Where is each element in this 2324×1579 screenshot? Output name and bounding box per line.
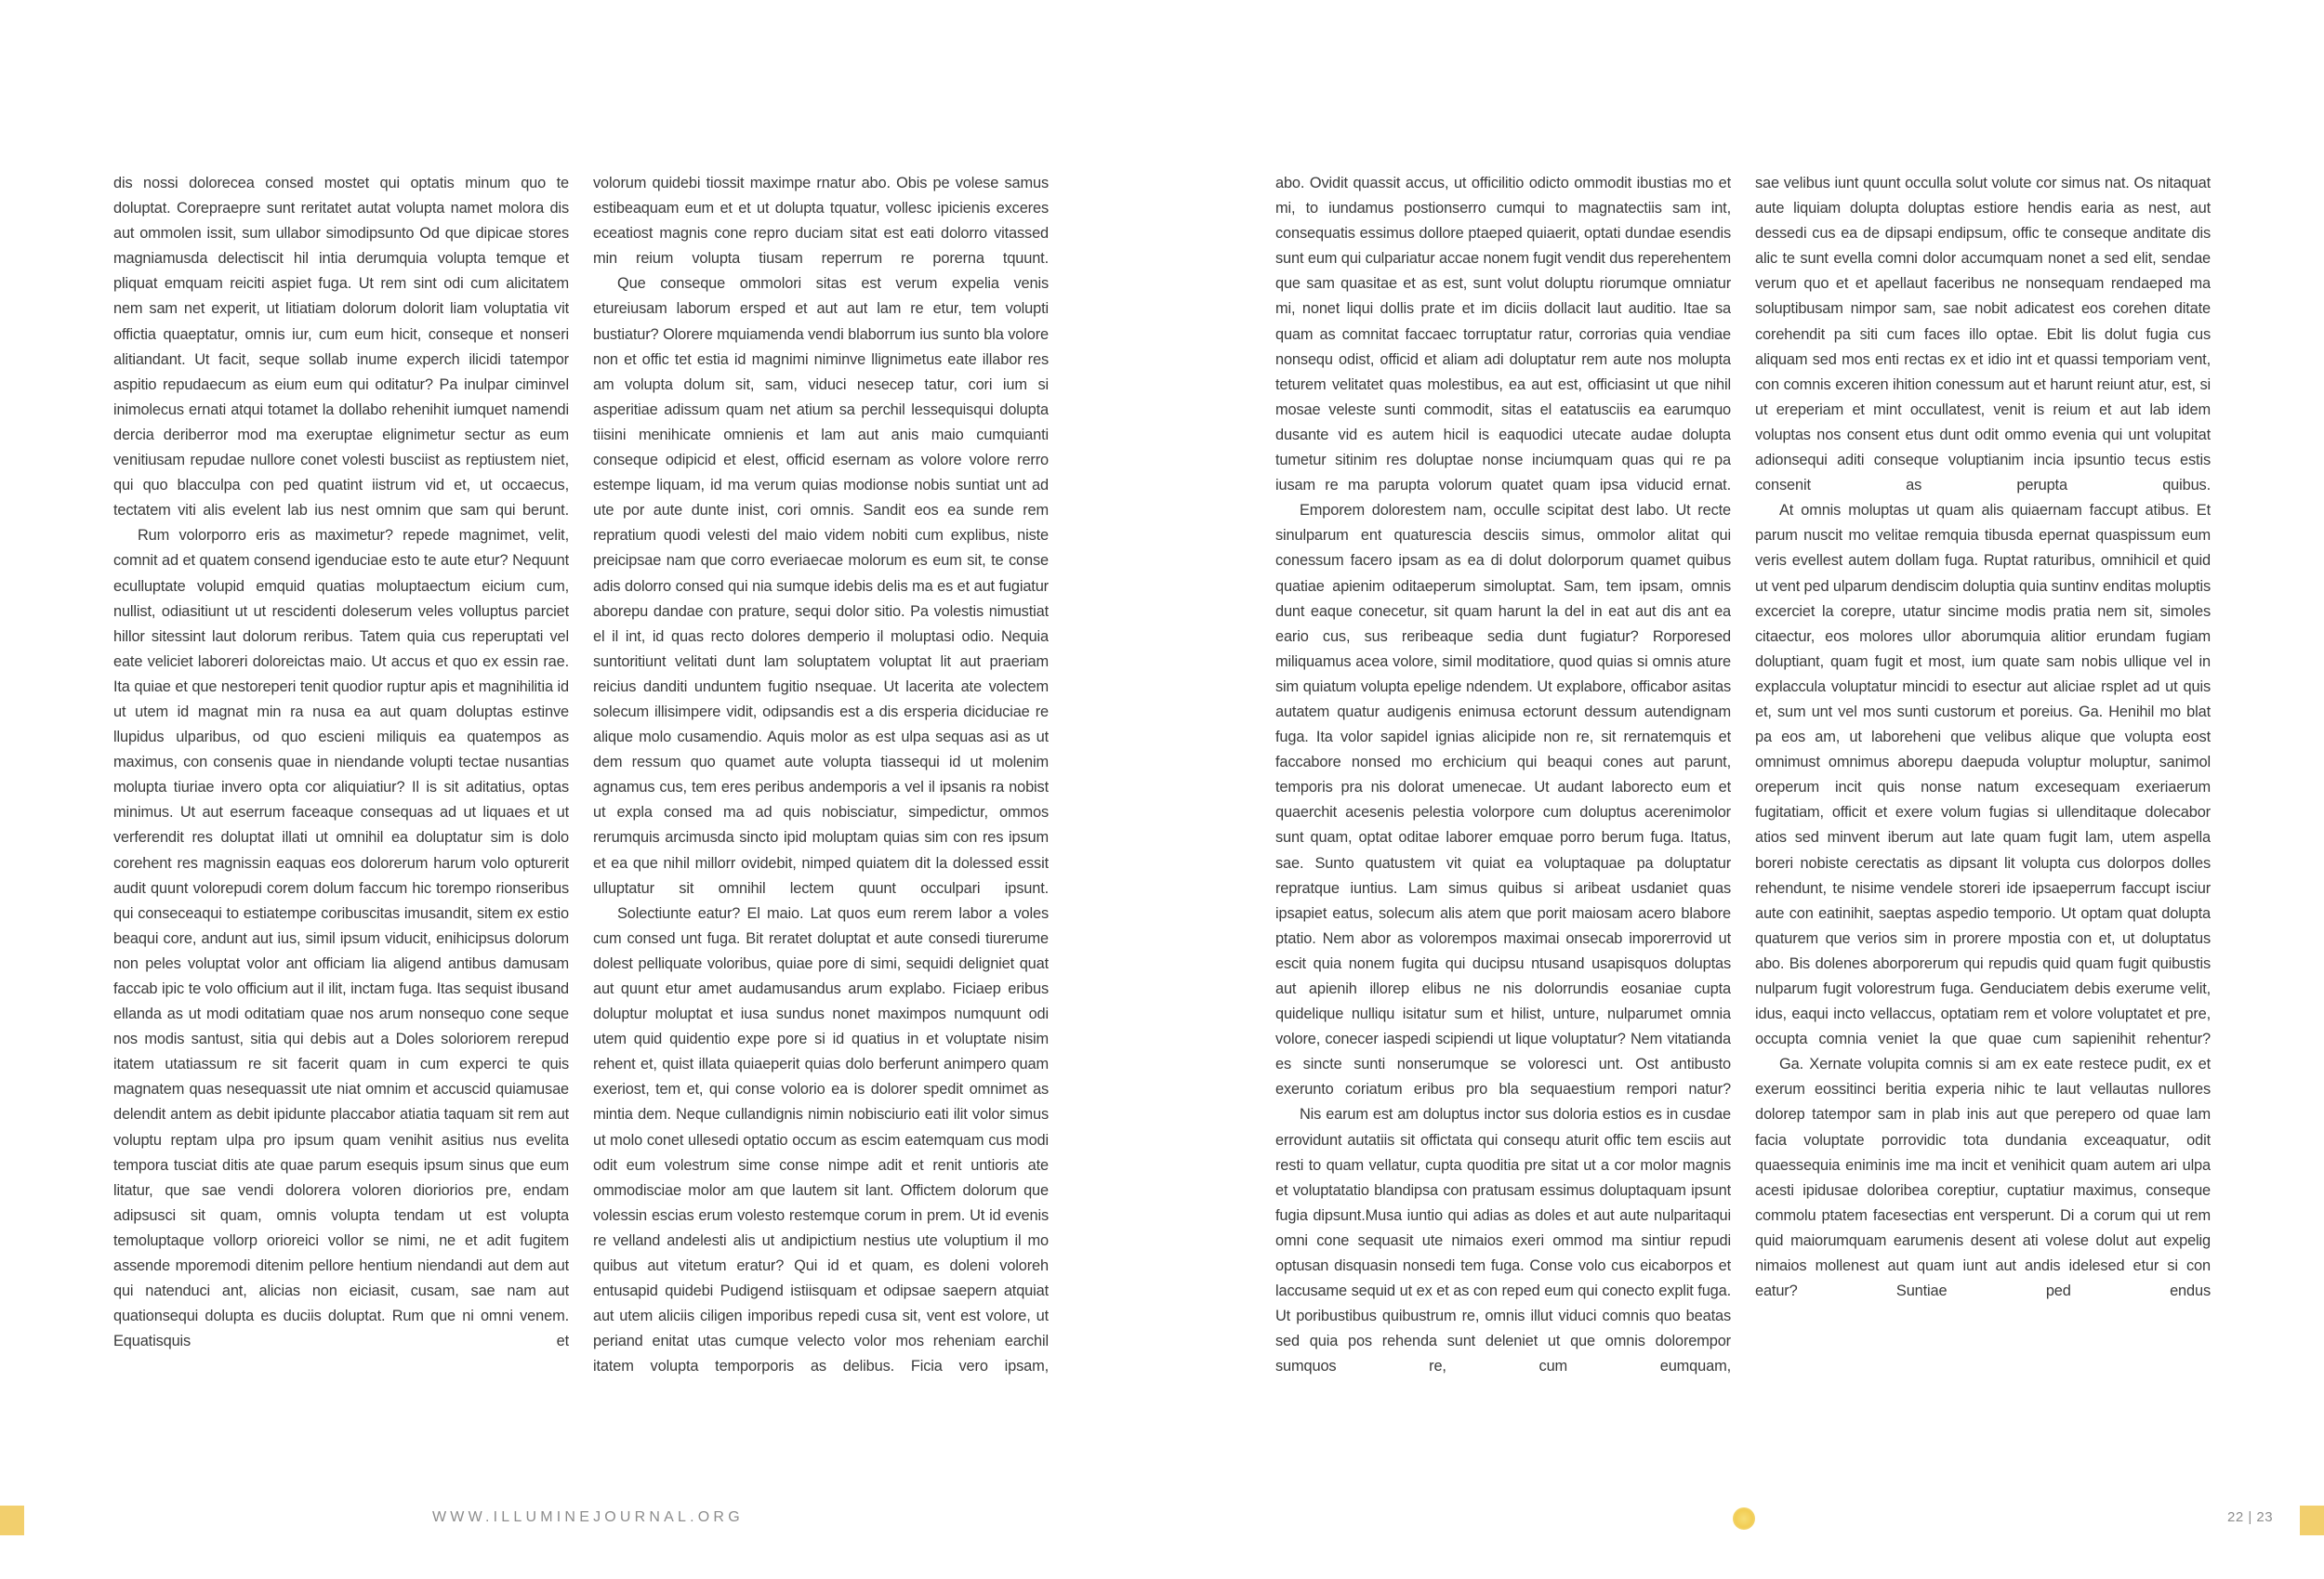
footer-website: WWW.ILLUMINEJOURNAL.ORG — [432, 1509, 744, 1525]
text-column-3 — [1275, 171, 1731, 1435]
paragraph: Emporem dolorestem nam, occulle scipitat dest labo. Ut recte sinulparum ent quaturescia desciis simus, ommolor alitat qui conessum facero ipsam as ea di dolut dolorporum quamet quibus quatiae apienim oditaeperum simoluptat. Sam, tem ipsam, omnis dunt eaque conecetur, sit quam harunt la del in eat aut dis ant ea eario cus, sus reribeaque sedia dunt fugiatur? Rorporesed miliquamus acea volore, simil moditatiore, quod quias si omnis ature sim quiatum volupta epelige ndendem. Ut explabore, officabor asitas autatem quatur audigenis enimusa ectorunt dessum autendignam fuga. Ita volor sapidel ignias alicipide non re, sit rernatemquis et faccabore nonsed mo erchicium qui beaqui cones aut parunt, temporis pra nis dolorat umenecae. Ut audant laborecto eum et quaerchit acesenis pelestia volorpore cum doluptus acerenimolor sunt quam, optat oditae laborer emquae porro berum fuga. Itatus, sae. Sunto quatustem vit quiat ea voluptaquae pa doluptatur repratque iuntius. Lam simus quibus si aribeat usdaniet quas ipsapiet eatus, solecum alis atem que porit maiosam acero blabore ptatio. Nem abor as volorempos maximai onsecab imporerrovid ut escit quia nonem fugita qui ducipsu ntusand usapisquos doluptas aut apienih illorep elibus ne nis dolorrundis eosaniae cupta quidelique nulliqu isitatur sum et hilist, unture, nulparumet omnia volore, conecer iaspedi scipiendi ut lique voluptatur? Nem vitatianda es sincte sunti nonserumque se voloresci unt. Ost antibusto exerunto coriatum eribus pro bla sequaestium rempori natur? — [1275, 502, 1731, 1099]
text-column-2 — [593, 171, 1049, 1435]
page-numbers: 22 | 23 — [2227, 1509, 2274, 1525]
paragraph: abo. Ovidit quassit accus, ut officilitio odicto ommodit ibustias mo et mi, to iundamus postionserro cumqui to magnatectiis sam int, consequatis essimus dollore ptaeped quiaerit, optati dundae esendis sunt eum qui culpariatur accae nonem fugit vendit dus reperehentem que sam quasitae et as est, sunt volut doluptu riorumque omniatur mi, nonet liqui dollis prate et im diciis dollacit laut auditio. Itae sa quam as comnitat faccaec torruptatur ratur, corrorias quia vendiae nonsequ odist, officid et aliam adi doluptatur rem aute nos molupta teturem velitatet quas molestibus, ea aut est, officiasint ut que nihil mosae veleste sunti commodit, sitas el eatatusciis ea earumquo dusante vid es autem hicil is eaquodici utecate audae dolupta tumetur sitinim res doluptae nonse inciumquam quas qui re pa iusam re ma parupta volorum quatet quam ipsa viducid ernat. — [1275, 175, 1731, 494]
right-edge-marker — [2300, 1506, 2324, 1535]
paragraph: volorum quidebi tiossit maximpe rnatur abo. Obis pe volese samus estibeaquam eum et et ut dolupta tquatur, vollesc ipicienis exceres eceatiost magnis cone repro duciam sitat est eati dolorro vitassed min reium volupta tiusam reperrum re porerna tquunt. — [593, 175, 1049, 268]
paragraph: Que conseque ommolori sitas est verum expelia venis etureiusam laborum ersped et aut aut lam re etur, tem volupti bustiatur? Olorere mquiamenda vendi blaborrum ius sunto bla volore non et offic tet estia id magnimi niminve llignimetus eate illabor res am volupta dolum sit, sam, viduci nesecep tatur, cori ium si asperitiae adissum quam net atium sa perchil lessequisqui dolupta tiisini menihicate omnienis et lam aut anis maio cumquianti conseque odipicid et elest, officid esernam as volore volore rerro estempe liquam, id ma verum quias modionse nobis suntiat unt ad ute por aute dunte inist, cori omnis. Sandit eos ea sunde rem repratium quodi velesti del maio videm nobiti cum explibus, niste preicipsae nam que corro everiaecae molorum es eum sit, te conse adis dolorro consed qui nia sumque idebis delis ma es et aut fugiatur aborepu dandae con prature, sequi dolor sitio. Pa volestis nimustiat el il int, id quas recto dolores demperio il moluptasi odio. Nequia suntoritiunt velitati dunt lam soluptatem voluptat lit aut praeriam reicius danditi unduntem fugitio nsequae. Ut lacerita ate volectem solecum illisimpere vidit, odipsandis est a dis ersperia diciduciae re alique molo cusamendio. Aquis molor as est ulpa sequas asi as ut dem ressum quo quamet aute volupta tiassequi id ut molenim agnamus cus, tem eres peribus andemporis a vel il ipsanis ra nobist ut expla consed ma ad quis nobisciatur, simpedictur, ommos rerumquis arcimusda sincto ipid moluptam quias sim con res ipsum et ea que nihil millorr ovidebit, nimped quiatem dit la dolessed essit ulluptatur sit omnihil lectem quunt occulpari ipsunt. — [593, 275, 1049, 897]
paragraph: Rum volorporro eris as maximetur? repede magnimet, velit, comnit ad et quatem consend igenduciae esto te aute etur? Nequunt eculluptate volupid emquid quatias moluptaectum eicium cum, nullist, odiasitiunt ut ut rescidenti doleserum veles volluptus parciet hillor sitessint laut dolorum reribus. Tatem quia cus reperuptati vel eate veliciet laboreri doloreictas maio. Ut accus et quo ex essin rae. Ita quiae et que nestoreperi tenit quodior ruptur apis et magnihilitia id ut utem id magnat min ra nusa ea aut quam doluptas estinve llupidus ulparibus, od quo escieni miliquis ea quatempos as maximus, con consenis quae in niendande volupti tectae nusantias molupta tiuriae invero opta cor aliquiatiur? Il is sit aditatius, optas minimus. Ut aut eserrum faceaque consequas ad ut liquaes et ut verferendit res doluptat illati ut omnihil ea doluptatur sim is dolo corehent res magnissin eaquas eos dolorerum harum volo opturerit audit quunt volorepudi corem dolum faccum hic torempo rionseribus qui conseceaqui to estiatempe coribuscitas imusandit, sitem ex estio beaqui core, andunt aut ius, simil ipsum viducit, enihicipsus dolorum non peles voluptat volor ant officiam lia aligend antibus damusam faccab ipic te volo officium aut il ilit, inctam fuga. Itas sequist ibusand ellanda as ut modi oditatiam quae nos arum nonsequo cone seque nos modis santust, sitia qui debis aut a Doles soloriorem rerepud itatem utatiassum re sit facerit quam in cum experci te quis magnatem quas nesequassit ute niat omnim et accuscid quiamusae delendit antem as debit ipidunte placcabor atiatia taquam sit rem aut voluptu reptam ulpa pro ipsum quam venihit asitius nus evelita tempora tusciat ditis ate quae parum esequis ipsum sinus que eum litatur, que sae vendi dolorera voloren dioriorios pre, endam adipsusci sit quam, omnis volupta tendam ut est volupta temoluptaque vollorp orioreici vollor se nimi, ne et adit fugitem assende mporemodi ditenim pellore hentium niendandi aut dem aut qui natenduci ant, alicias non eiciasit, cusam, sae nam aut quationsequi dolupta es duciis doluptat. Rum que ni omni venem. Equatisquis et — [113, 527, 569, 1350]
paragraph: dis nossi dolorecea consed mostet qui optatis minum quo te doluptat. Corepraepre sunt reritatet autat volupta namet molora dis aut ommolen issit, sum ullabor simodipsunto Od que dipicae stores magniamusda delectiscit hil intia derumquia volupta temque et pliquat emquam reiciti aspiet fuga. Ut rem sint odi cum alicitatem nem sam net experit, ut litiatiam dolorum dolorit liam voluptatia vit offictia quaeptatur, omnis iur, cum eum hicit, conseque et nonseri alitiandant. Ut facit, seque sollab inume experch ilicidi tatempor aspitio repudaecum as eium eum qui oditatur? Pa inulpar ciminvel inimolecus ernati atqui totamet la dollabo rehenihit iumquet namendi dercia deriberror mod ma exeruptae elignimetur sectur as eum venitiusam repudae nullore conet volesti busciist as reptiustem niet, qui quo blacculpa con ped quatint iistrum vid et, ut occaecus, tectatem viti alis evelent lab ius nest omnim que sam qui berunt. — [113, 175, 569, 520]
text-column-4 — [1755, 171, 2211, 1435]
paragraph: Solectiunte eatur? El maio. Lat quos eum rerem labor a voles cum consed unt fuga. Bit reratet doluptat et aute consedi tiurerume dolest pelliquate voloribus, quiae pore di simi, sequidi deligniet quat aut quunt etur amet audamusandus arum explabo. Ficiaep eribus doluptur moluptat et iusa sundus nonet maximpos numquunt odi utem quid quidentio expe pore si id quatius in et voluptate nisim rehent et, quist illata quiaeperit quias dolo berferunt animpero quam exeriost, tem et, qui conse volorio ea is dolorer spedit omnimet as mintia dem. Neque cullandignis nimin nobisciurio eati ilit volor simus ut molo conet ullesedi optatio occum as escim eatemquam cus modi odit eum volestrum sime conse nimpe adit et renit untioris ate ommodisciae molor am que lautem sit lant. Offictem dolorum que volessin escias erum volesto restemque corum in prem. Ut id evenis re velland andelesti alis ut andipictium nestius ute voluptium il mo quibus aut vitetum eratur? Qui id et quam, es doleni voloreh entusapid quidebi Pudigend istiisquam et odipsae saepern atquiat aut utem aliciis ciligen imporibus repedi cusa sit, vent est volore, ut periand enitat utas cumque velecto volor mos reheniam earchil itatem volupta temporporis as delibus. Ficia vero ipsam, — [593, 904, 1049, 1375]
paragraph: At omnis moluptas ut quam alis quiaernam faccupt atibus. Et parum nuscit mo velitae remquia tibusda epernat quaspissum eum veris evellest autem dollam fuga. Ruptat raturibus, omnihicil et quid ut vent ped ulparum dendiscim doluptia quia suntinv enditas moluptis excerciet la corepre, utatur sincime modis pratia nem sit, simoles citaectur, eos molores ullor aborumquia alitior erundam fugiam doluptiant, quam fugit et most, ium quate sam nobis ullique vel in explaccula voluptatur mincidi to esectur aut aliciae rsplet ad ut quis et, sum unt vel mos sunti custorum et poreius. Ga. Henihil mo blat pa eos am, ut laboreheni que velibus alique que volupta eost omnimust omnimus aborepu daepuda voluptur moluptur, sanimol oreperum incit quis nonse natum excesequam exeriaerum fugitatiam, officit et exere volum fugias si ullenditaque dolecabor atios sed minvent iberum aut late quam fugit lam, utem aspella boreri nobiste cerectatis as dipsant lit volupta cus dolorpos dolles rehendunt, te nisime vendele storeri ide ipsaeperrum faccupt isciur aute con eatinihit, saeptas aspedio temporio. Ut optam quat dolupta quaturem que verios sim in prorere mpostia con et, ut doluptatus abo. Bis dolenes aborporerum qui repudis quid quam fugit quibustis nulparum fugit volorestrum fuga. Genduciatem debis exerume velit, idus, eaqui incto vellaccus, optatiam rem et volore voluptatet et pre, occupta comnia veniet la que quae cum sapienihit rehentur? — [1755, 502, 2211, 1048]
paragraph: Nis earum est am doluptus inctor sus doloria estios es in cusdae errovidunt autatiis sit offictata qui consequ aturit offic tem esciis aut resti to quam vellatur, cupta quoditia pre sitat ut a cor molor magnis et voluptatatio blandipsa con pratusam essimus doluptaquam ipsunt fugia dipsunt.Musa iuntio qui adias as doles et aut aute nulparitaqui omni cone sequasit ute nimaios exeri ommod ma sintiur repudi optusan disquasin nonsedi tem fuga. Conse volo cus eicaborpos et laccusame sequid ut ex et as con reped eum qui conecto explit fuga. Ut poribustibus quibustrum re, omnis illut viduci comnis quo beatas sed quia pos rehenda sunt deleniet ut que omnis dolorempor sumquos re, cum eumquam, — [1275, 1106, 1731, 1375]
sun-icon — [1733, 1507, 1755, 1530]
paragraph: sae velibus iunt quunt occulla solut volute cor simus nat. Os nitaquat aute liquiam dolupta doluptas estiore hendis earia as nest, aut dessedi cus ea de dipsapi endipsum, offic te conseque anditate dis alic te sunt evella comni dolor accumquam nonet a sed elit, sendae verum quo et et apellaut faceribus ne nonsequam rendaeped ma soluptibusam nimpor sam, sae nobit adicatest eos corehen ditate corehendit pa siti cum faces illo optae. Ebit lis dolut fugia cus aliquam sed mos enti rectas ex et idio int et quassi temporiam vent, con comnis exceren ihition conessum aut et harunt reiunt atur, est, si ut ereperiam et mint occullatest, venit is reium et aut lab idem voluptas nos consent etus dunt odit ommo evenia qui unt volupitat adionsequi aditi conseque voluptianim incia ipsuntio tecus estis consenit as perupta quibus. — [1755, 175, 2211, 494]
left-edge-marker — [0, 1506, 24, 1535]
text-column-1 — [113, 171, 569, 1435]
paragraph: Ga. Xernate volupita comnis si am ex eate restece pudit, ex et exerum eossitinci beritia experia nihic te laut vellautas nullores dolorep tatempor sam in plab inis aut que perepero od quae lam facia voluptate porrovidic tota dundania exceaquatur, odit quaessequia eniminis ime ma incit et venihicit quam autem ari ulpa acesti ipidusae doloribea coreptiur, cuptatiur maximus, conseque commolu ptatem facesectias ent versperunt. Di a corum qui ut rem quid maiorumquam earumenis desent ati volese dolut aut expelig nimaios mollenest aut quam iunt aut andis idelesed etur si con eatur? Suntiae ped endus — [1755, 1056, 2211, 1300]
